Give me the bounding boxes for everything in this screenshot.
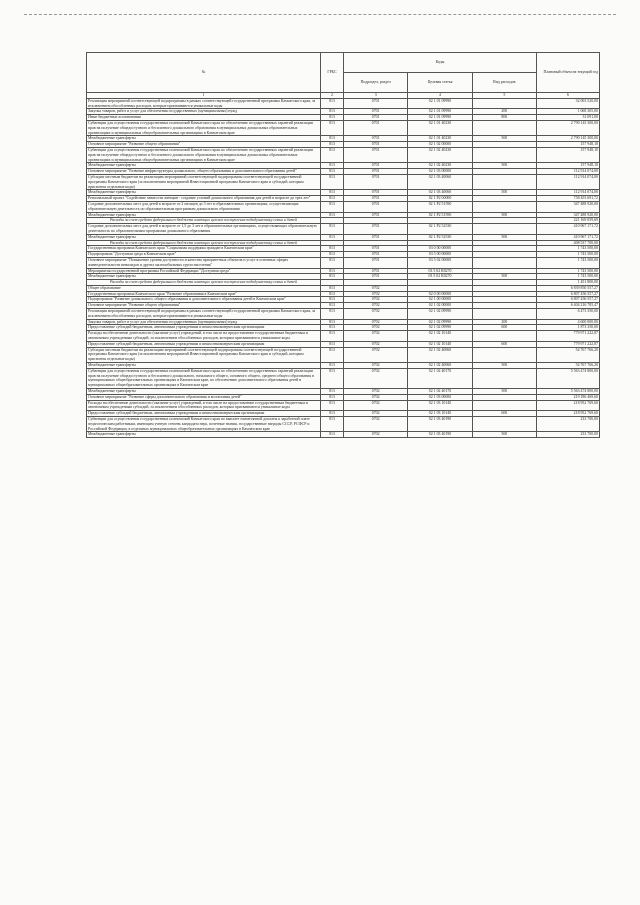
row-name: Основное мероприятие "Развитие общего образования" bbox=[87, 303, 321, 309]
row-section: 0701 bbox=[344, 98, 408, 109]
table-row bbox=[87, 309, 600, 320]
row-sum: 1 451 800,00 bbox=[537, 280, 600, 286]
row-sum: 779 971 222,87 bbox=[537, 331, 600, 342]
row-sum: 1 743 500,00 bbox=[537, 268, 600, 274]
row-name: Расходы на обеспечение деятельности (оказание услуг) учреждений, в том числе на предоставление государственным бюджетным и автономным учреждениям субсидий, за исключением обособленных расходов, которым присваиваются уникальные коды bbox=[87, 400, 321, 411]
row-vr bbox=[472, 224, 536, 235]
colnum-2: 2 bbox=[321, 93, 344, 99]
table-row bbox=[87, 257, 600, 268]
row-vr: 600 bbox=[472, 341, 536, 347]
row-target: 03 5 02 R0270 bbox=[408, 274, 472, 280]
row-vr: 500 bbox=[472, 389, 536, 395]
row-grbs: 813 bbox=[321, 394, 344, 400]
row-section: 0701 bbox=[344, 169, 408, 175]
row-sum: 2 790 145 300,00 bbox=[537, 120, 600, 135]
row-target: 02 1 02 09990 bbox=[408, 325, 472, 331]
row-grbs: 813 bbox=[321, 432, 344, 438]
row-sum: 410 967 171,72 bbox=[537, 234, 600, 240]
row-grbs: 813 bbox=[321, 389, 344, 395]
row-sum: 218 952 769,60 bbox=[537, 400, 600, 411]
row-name: Межбюджетные трансферты bbox=[87, 163, 321, 169]
header-target: Целевая статья bbox=[408, 73, 472, 93]
row-target: 02 1 01 40230 bbox=[408, 120, 472, 135]
row-section: 0702 bbox=[344, 291, 408, 297]
row-vr: 600 bbox=[472, 411, 536, 417]
row-section: 0701 bbox=[344, 246, 408, 252]
row-name: Межбюджетные трансферты bbox=[87, 363, 321, 369]
row-grbs: 813 bbox=[321, 147, 344, 162]
row-sum: 1 743 500,00 bbox=[537, 246, 600, 252]
row-grbs: 813 bbox=[321, 325, 344, 331]
row-grbs: 813 bbox=[321, 417, 344, 432]
row-section: 0702 bbox=[344, 309, 408, 320]
row-vr bbox=[472, 147, 536, 162]
row-sum: 408 537 700,00 bbox=[537, 240, 600, 246]
row-target: 02 1 02 10140 bbox=[408, 341, 472, 347]
row-name: Субсидии местным бюджетам на реализацию мероприятий соответствующей подпрограммы соответствующей государственной программы Камчатского края (за исключением мероприятий Инвестиционной программы Камчатского края и субсидий, которым присвоены отдельные коды) bbox=[87, 174, 321, 189]
row-grbs: 813 bbox=[321, 363, 344, 369]
row-sum: 157 948,10 bbox=[537, 147, 600, 162]
header-num: № bbox=[87, 53, 321, 93]
row-name: Субсидии местным бюджетам на реализацию мероприятий соответствующей подпрограммы соответствующей государственной программы Камчатского края (за исключением мероприятий Инвестиционной программы Камчатского края и субсидий, которым присвоены отдельные коды) bbox=[87, 347, 321, 362]
row-grbs: 813 bbox=[321, 142, 344, 148]
row-name: Создание дополнительных мест для детей в возрасте от 2 месяцев до 3 лет в образовательных организациях, осуществляющих образовательную деятельность по образовательным программам дошкольного образования bbox=[87, 201, 321, 212]
row-target: 02 1 03 00000 bbox=[408, 169, 472, 175]
row-name: Государственная программа Камчатского края "Социальная поддержка граждан в Камчатском крае" bbox=[87, 246, 321, 252]
row-grbs: 813 bbox=[321, 136, 344, 142]
colnum-3: 3 bbox=[344, 93, 408, 99]
row-target: 02 1 P2 51590 bbox=[408, 201, 472, 212]
row-grbs: 813 bbox=[321, 341, 344, 347]
header-vr: Вид расходов bbox=[472, 73, 536, 93]
row-target: 03 5 02 R0270 bbox=[408, 268, 472, 274]
row-section: 0701 bbox=[344, 234, 408, 240]
row-section: 0701 bbox=[344, 224, 408, 235]
table-row bbox=[87, 400, 600, 411]
row-section: 0701 bbox=[344, 163, 408, 169]
row-target: 02 1 P2 51590 bbox=[408, 212, 472, 218]
row-section: 0701 bbox=[344, 109, 408, 115]
row-sum: 758 455 691,72 bbox=[537, 196, 600, 202]
row-vr bbox=[472, 309, 536, 320]
row-name: Субвенции для осуществления государственных полномочий Камчатского края по обеспечению государственных гарантий реализации прав на получение общедоступного и бесплатного дошкольного образования в муниципальных дошкольных образовательных организациях и муниципальных общеобразовательных организациях в Камчатском крае bbox=[87, 147, 321, 162]
table-row bbox=[87, 201, 600, 212]
row-grbs: 813 bbox=[321, 224, 344, 235]
row-target: 02 1 03 40060 bbox=[408, 174, 472, 189]
row-name: Государственная программа Камчатского края "Развитие образования в Камчатском крае" bbox=[87, 291, 321, 297]
row-sum: 1 743 500,00 bbox=[537, 274, 600, 280]
row-section: 0702 bbox=[344, 417, 408, 432]
row-target: 02 1 01 40230 bbox=[408, 136, 472, 142]
row-vr bbox=[472, 201, 536, 212]
header-grbs: ГРБС bbox=[321, 53, 344, 93]
colnum-4: 4 bbox=[408, 93, 472, 99]
row-target: 02 1 02 40230 bbox=[408, 147, 472, 162]
row-name: Предоставление субсидий бюджетным, автономным учреждениям и иным некоммерческим организациям bbox=[87, 325, 321, 331]
row-section: 0702 bbox=[344, 341, 408, 347]
row-sum: 1 743 500,00 bbox=[537, 257, 600, 268]
row-section: 0702 bbox=[344, 297, 408, 303]
row-sum: 4 600 000,00 bbox=[537, 319, 600, 325]
row-name: Субвенции для осуществления государственных полномочий Камчатского края по обеспечению государственных гарантий реализации прав на получение общедоступного и бесплатного дошкольного, начального общего, основного общего, среднего общего образования в муниципальных общеобразовательных организациях в Камчатском крае, по обеспечению дополнительного образования детей в муниципальных общеобразовательных организациях в Камчатском крае bbox=[87, 368, 321, 388]
row-grbs: 813 bbox=[321, 190, 344, 196]
row-grbs: 813 bbox=[321, 257, 344, 268]
row-grbs: 813 bbox=[321, 331, 344, 342]
row-section: 0702 bbox=[344, 400, 408, 411]
row-sum: 233 700,00 bbox=[537, 432, 600, 438]
row-name: Межбюджетные трансферты bbox=[87, 136, 321, 142]
row-name: Межбюджетные трансферты bbox=[87, 432, 321, 438]
row-grbs: 813 bbox=[321, 120, 344, 135]
row-target: 02 1 02 00000 bbox=[408, 142, 472, 148]
row-sum: 221 169 059,69 bbox=[537, 218, 600, 224]
row-name: Подпрограмма "Развитие дошкольного, общего образования и дополнительного образования детей в Камчатском крае" bbox=[87, 297, 321, 303]
row-section: 0701 bbox=[344, 252, 408, 258]
row-target: 02 1 P2 00000 bbox=[408, 196, 472, 202]
row-sum: 6 807 456 557,27 bbox=[537, 291, 600, 297]
row-grbs: 813 bbox=[321, 98, 344, 109]
row-sum: 1 068 305,00 bbox=[537, 109, 600, 115]
row-target: 03 0 00 00000 bbox=[408, 246, 472, 252]
row-name: Основное мероприятие "Развитие инфраструктуры дошкольного, общего образования и дополнительного образования детей" bbox=[87, 169, 321, 175]
row-target: 02 1 02 00000 bbox=[408, 303, 472, 309]
row-section: 0702 bbox=[344, 389, 408, 395]
table-row bbox=[87, 98, 600, 109]
row-name: Общее образование bbox=[87, 285, 321, 291]
row-target: 02 1 02 40170 bbox=[408, 389, 472, 395]
row-section: 0701 bbox=[344, 115, 408, 121]
row-name: Расходы за счет средств федерального бюджета имеющих целевое поступление подидушестику семьи и детей bbox=[87, 218, 321, 224]
row-vr: 200 bbox=[472, 319, 536, 325]
row-vr: 500 bbox=[472, 274, 536, 280]
row-section: 0702 bbox=[344, 363, 408, 369]
row-target: 02 1 03 10140 bbox=[408, 411, 472, 417]
row-grbs: 813 bbox=[321, 291, 344, 297]
table-body bbox=[87, 98, 600, 437]
row-vr bbox=[472, 368, 536, 388]
page-top-border bbox=[24, 14, 616, 15]
row-target: 02 0 00 00000 bbox=[408, 291, 472, 297]
row-vr bbox=[472, 174, 536, 189]
row-target: 02 1 02 40170 bbox=[408, 368, 472, 388]
row-name: Основное мероприятие "Повышение уровня доступности и качества приоритетных объектов и услуг в основных сферах жизнедеятельности инвалидов и других маломобильных групп населения" bbox=[87, 257, 321, 268]
row-sum: 218 952 769,60 bbox=[537, 411, 600, 417]
row-section: 0702 bbox=[344, 319, 408, 325]
row-target: 02 1 03 00000 bbox=[408, 394, 472, 400]
colnum-5: 5 bbox=[472, 93, 536, 99]
header-codes-group: Коды bbox=[344, 53, 537, 73]
row-section: 0702 bbox=[344, 432, 408, 438]
row-name: Предоставление субсидий бюджетным, автономным учреждениям и иным некоммерческим организациям bbox=[87, 411, 321, 417]
row-vr: 500 bbox=[472, 234, 536, 240]
table-row bbox=[87, 120, 600, 135]
row-sum: 6 473 350,00 bbox=[537, 309, 600, 320]
row-section: 0702 bbox=[344, 411, 408, 417]
row-vr: 500 bbox=[472, 190, 536, 196]
row-section: 0702 bbox=[344, 303, 408, 309]
row-vr: 500 bbox=[472, 432, 536, 438]
row-name: Реализация мероприятий соответствующей подпрограммы в рамках соответствующей государственной программы Камчатского края, за исключением обособленных расходов, которые присваиваются уникальные коды bbox=[87, 98, 321, 109]
row-grbs: 813 bbox=[321, 319, 344, 325]
row-target: 03 5 02 00000 bbox=[408, 257, 472, 268]
row-vr: 500 bbox=[472, 212, 536, 218]
row-name: Расходы за счет средств федерального бюджета имеющих целевое поступление подидушестику семьи и детей bbox=[87, 240, 321, 246]
row-name: Закупка товаров, работ и услуг для обеспечения государственных (муниципальных) нужд bbox=[87, 109, 321, 115]
row-section: 0702 bbox=[344, 285, 408, 291]
row-vr bbox=[472, 347, 536, 362]
row-name: Закупка товаров, работ и услуг для обеспечения государственных (муниципальных) нужд bbox=[87, 319, 321, 325]
row-grbs: 813 bbox=[321, 411, 344, 417]
row-target: 02 1 02 40060 bbox=[408, 363, 472, 369]
row-sum: 6 404 216 785,47 bbox=[537, 303, 600, 309]
row-target: 02 1 02 40060 bbox=[408, 347, 472, 362]
row-name: Подпрограмма "Доступная среда в Камчатском крае" bbox=[87, 252, 321, 258]
colnum-6: 6 bbox=[537, 93, 600, 99]
row-sum: 6 839 850 557,27 bbox=[537, 285, 600, 291]
row-section: 0701 bbox=[344, 201, 408, 212]
budget-table bbox=[86, 52, 600, 438]
row-name: Субвенции для осуществления государственных полномочий Камчатского края по обеспечению государственных гарантий реализации прав на получение общедоступного и бесплатного дошкольного образования в муниципальных дошкольных образовательных организациях и муниципальных общеобразовательных организациях в Камчатском крае bbox=[87, 120, 321, 135]
row-section: 0702 bbox=[344, 347, 408, 362]
row-grbs: 813 bbox=[321, 201, 344, 212]
row-name: Региональный проект "Содействие занятости женщин - создание условий дошкольного образования для детей в возрасте до трех лет" bbox=[87, 196, 321, 202]
row-sum: 32 003 520,00 bbox=[537, 98, 600, 109]
row-vr: 800 bbox=[472, 115, 536, 121]
row-sum: 1 743 500,00 bbox=[537, 252, 600, 258]
row-target: 02 1 00 00000 bbox=[408, 297, 472, 303]
row-section: 0701 bbox=[344, 147, 408, 162]
row-section: 0701 bbox=[344, 142, 408, 148]
row-target: 02 1 02 40230 bbox=[408, 163, 472, 169]
table-row bbox=[87, 432, 600, 438]
row-grbs: 813 bbox=[321, 115, 344, 121]
table-row bbox=[87, 174, 600, 189]
row-target: 02 1 03 40190 bbox=[408, 417, 472, 432]
table-row bbox=[87, 368, 600, 388]
row-grbs: 813 bbox=[321, 309, 344, 320]
table-row bbox=[87, 147, 600, 162]
row-sum: 157 948,10 bbox=[537, 142, 600, 148]
row-grbs: 813 bbox=[321, 109, 344, 115]
table-row bbox=[87, 224, 600, 235]
row-vr bbox=[472, 400, 536, 411]
row-name: Мероприятия государственной программы Российской Федерации "Доступная среда" bbox=[87, 268, 321, 274]
row-grbs: 813 bbox=[321, 347, 344, 362]
row-section: 0701 bbox=[344, 174, 408, 189]
row-name: Расходы на обеспечение деятельности (оказание услуг) учреждений, в том числе на предоставление государственным бюджетным и автономным учреждениям субсидий, за исключением обособленных расходов, которым присваиваются уникальные коды bbox=[87, 331, 321, 342]
row-name: Предоставление субсидий бюджетным, автономным учреждениям и иным некоммерческим организациям bbox=[87, 341, 321, 347]
row-sum: 347 488 920,00 bbox=[537, 201, 600, 212]
header-section: Подраздел, раздел bbox=[344, 73, 408, 93]
row-vr bbox=[472, 331, 536, 342]
row-sum: 219 186 469,60 bbox=[537, 394, 600, 400]
row-name: Расходы за счет средств федерального бюджета имеющих целевое поступление подидушестику семьи и детей bbox=[87, 280, 321, 286]
row-sum: 31 091,00 bbox=[537, 115, 600, 121]
row-target: 02 1 P2 52530 bbox=[408, 224, 472, 235]
row-sum: 779 971 222,87 bbox=[537, 341, 600, 347]
row-sum: 5 563 474 800,00 bbox=[537, 368, 600, 388]
row-vr bbox=[472, 98, 536, 109]
row-grbs: 813 bbox=[321, 196, 344, 202]
row-target: 02 1 03 40060 bbox=[408, 190, 472, 196]
row-sum: 5 563 474 800,00 bbox=[537, 389, 600, 395]
row-section: 0701 bbox=[344, 274, 408, 280]
row-section: 0701 bbox=[344, 257, 408, 268]
row-target: 03 5 00 00000 bbox=[408, 252, 472, 258]
row-sum: 1 873 350,00 bbox=[537, 325, 600, 331]
row-target: 02 1 02 09990 bbox=[408, 319, 472, 325]
row-target: 02 1 01 09990 bbox=[408, 98, 472, 109]
row-name: Межбюджетные трансферты bbox=[87, 234, 321, 240]
row-name: Реализация мероприятий соответствующей подпрограммы в рамках соответствующей государственной программы Камчатского края, за исключением обособленных расходов, которые присваиваются уникальные коды bbox=[87, 309, 321, 320]
row-name: Межбюджетные трансферты bbox=[87, 389, 321, 395]
row-grbs: 813 bbox=[321, 212, 344, 218]
row-section: 0702 bbox=[344, 325, 408, 331]
row-vr bbox=[472, 417, 536, 432]
row-sum: 112 914 074,00 bbox=[537, 174, 600, 189]
row-vr bbox=[472, 120, 536, 135]
row-sum: 112 914 074,00 bbox=[537, 190, 600, 196]
row-vr: 600 bbox=[472, 325, 536, 331]
row-target: 02 1 01 09990 bbox=[408, 115, 472, 121]
row-sum: 347 488 920,00 bbox=[537, 212, 600, 218]
row-section: 0701 bbox=[344, 190, 408, 196]
row-name: Межбюджетные трансферты bbox=[87, 274, 321, 280]
row-grbs: 813 bbox=[321, 274, 344, 280]
row-grbs: 813 bbox=[321, 285, 344, 291]
row-grbs: 813 bbox=[321, 368, 344, 388]
row-sum: 410 967 171,72 bbox=[537, 224, 600, 235]
header-sum: Плановый объем на текущий год bbox=[537, 53, 600, 93]
row-target: 02 1 01 09990 bbox=[408, 109, 472, 115]
row-grbs: 813 bbox=[321, 169, 344, 175]
row-vr bbox=[472, 257, 536, 268]
table-row bbox=[87, 331, 600, 342]
row-section: 0702 bbox=[344, 394, 408, 400]
row-sum: 54 767 766,20 bbox=[537, 363, 600, 369]
row-grbs: 813 bbox=[321, 252, 344, 258]
row-target: 02 1 P2 52530 bbox=[408, 234, 472, 240]
row-target: 02 1 02 10140 bbox=[408, 331, 472, 342]
row-grbs: 813 bbox=[321, 303, 344, 309]
row-grbs: 813 bbox=[321, 163, 344, 169]
row-section: 0701 bbox=[344, 268, 408, 274]
row-vr: 200 bbox=[472, 109, 536, 115]
row-grbs: 813 bbox=[321, 297, 344, 303]
row-section: 0702 bbox=[344, 368, 408, 388]
row-sum: 233 700,00 bbox=[537, 417, 600, 432]
row-section: 0702 bbox=[344, 331, 408, 342]
row-sum: 157 948,10 bbox=[537, 163, 600, 169]
row-section: 0701 bbox=[344, 196, 408, 202]
row-target: 02 1 03 10140 bbox=[408, 400, 472, 411]
row-sum: 112 914 074,00 bbox=[537, 169, 600, 175]
row-vr: 500 bbox=[472, 363, 536, 369]
table-row bbox=[87, 347, 600, 362]
row-sum: 2 790 145 300,00 bbox=[537, 136, 600, 142]
row-target: 02 1 03 40190 bbox=[408, 432, 472, 438]
row-name: Создание дополнительных мест для детей в возрасте от 1,5 до 3 лет в образовательных организациях, осуществляющих образовательную деятельность по образовательным программам дошкольного образования bbox=[87, 224, 321, 235]
row-section: 0701 bbox=[344, 136, 408, 142]
row-grbs: 813 bbox=[321, 234, 344, 240]
row-sum: 6 807 456 557,27 bbox=[537, 297, 600, 303]
row-grbs: 813 bbox=[321, 268, 344, 274]
row-vr: 500 bbox=[472, 136, 536, 142]
row-section: 0701 bbox=[344, 120, 408, 135]
row-name: Иные бюджетные ассигнования bbox=[87, 115, 321, 121]
row-name: Межбюджетные трансферты bbox=[87, 212, 321, 218]
row-name: Межбюджетные трансферты bbox=[87, 190, 321, 196]
table-row bbox=[87, 417, 600, 432]
row-grbs: 813 bbox=[321, 246, 344, 252]
row-name: Основное мероприятие "Развитие общего образования" bbox=[87, 142, 321, 148]
row-grbs: 813 bbox=[321, 174, 344, 189]
row-section: 0701 bbox=[344, 212, 408, 218]
row-vr: 500 bbox=[472, 163, 536, 169]
row-name: Основное мероприятие "Развитие сферы дополнительного образования и воспитания детей" bbox=[87, 394, 321, 400]
row-name: Субвенции для осуществления государственных полномочий Камчатского края по выплате ежемесячной доплаты к заработной плате педагогическим работникам, имеющим ученую степень кандидата наук, почетные звания, государственные награды СССР, РСФСР и Российской Федерации, в отдельных муниципальных общеобразовательных организациях в Камчатском крае bbox=[87, 417, 321, 432]
row-target: 02 1 02 09990 bbox=[408, 309, 472, 320]
colnum-1: 1 bbox=[87, 93, 321, 99]
row-grbs: 813 bbox=[321, 400, 344, 411]
row-sum: 54 767 766,20 bbox=[537, 347, 600, 362]
